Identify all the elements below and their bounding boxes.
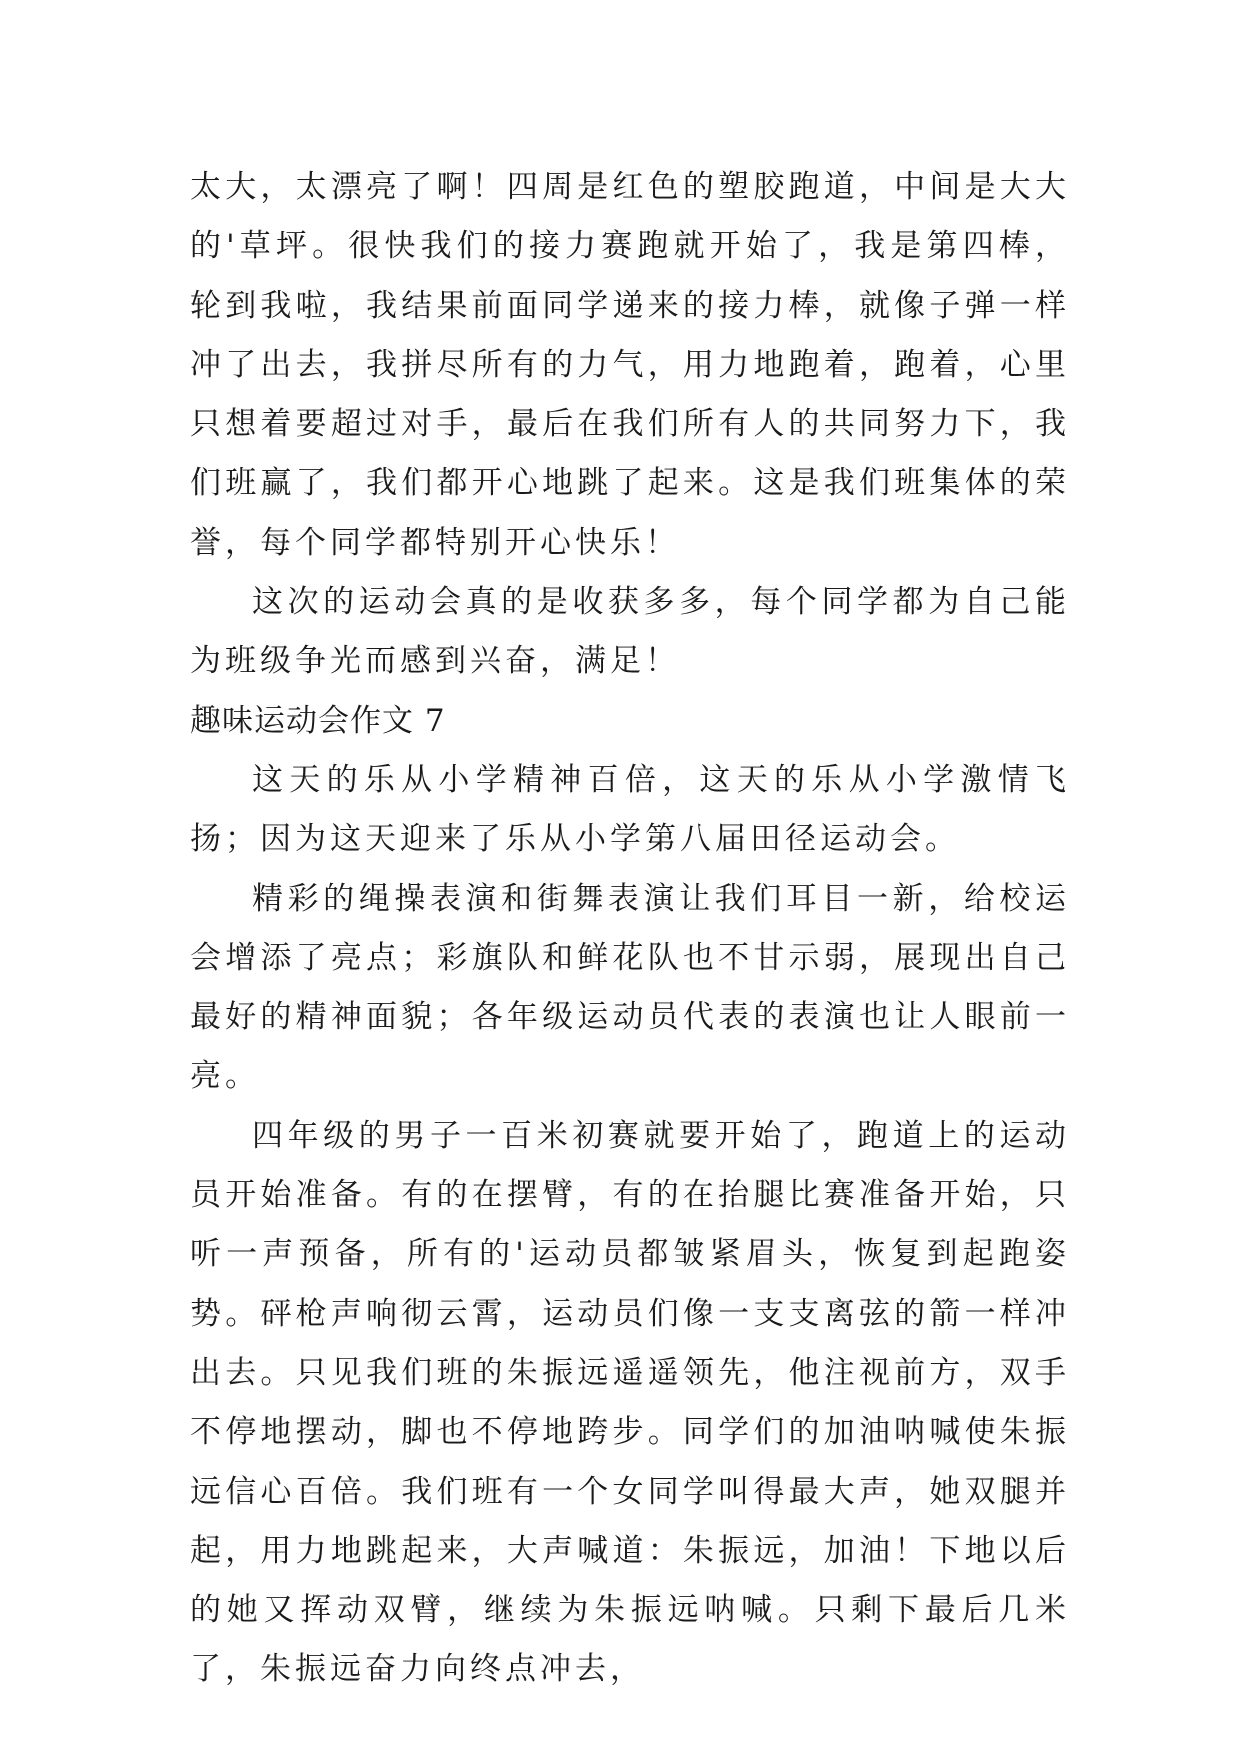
paragraph-conclusion: 这次的运动会真的是收获多多，每个同学都为自己能为班级争光而感到兴奋，满足！ xyxy=(190,584,1070,680)
paragraph-100m-race: 四年级的男子一百米初赛就要开始了，跑道上的运动员开始准备。有的在摆臂，有的在抬腿比赛准备开始，只听一声预备，所有的'运动员都皱紧眉头，恢复到起跑姿势。砰枪声响彻云霄，运动员们像一支支离弦的箭一样冲出去。只见我们班的朱振远遥遥领先，他注视前方，双手不停地摆动，脚也不停地跨步。同学们的加油呐喊使朱振远信心百倍。我们班有一个女同学叫得最大声，她双腿并起，用力地跳起来，大声喊道：朱振远，加油！下地以后的她又挥动双臂，继续为朱振远呐喊。只剩下最后几米了，朱振远奋力向终点冲去， xyxy=(190,1117,1070,1688)
paragraph-performances: 精彩的绳操表演和街舞表演让我们耳目一新，给校运会增添了亮点；彩旗队和鲜花队也不甘示弱，展现出自己最好的精神面貌；各年级运动员代表的表演也让人眼前一亮。 xyxy=(190,880,1070,1095)
paragraph-intro: 这天的乐从小学精神百倍，这天的乐从小学激情飞扬；因为这天迎来了乐从小学第八届田径运动会。 xyxy=(190,761,1070,858)
essay-heading: 趣味运动会作文 7 xyxy=(190,702,446,739)
document-body xyxy=(190,158,1070,1700)
paragraph-relay-race: 太大，太漂亮了啊！四周是红色的塑胶跑道，中间是大大的'草坪。很快我们的接力赛跑就开始了，我是第四棒，轮到我啦，我结果前面同学递来的接力棒，就像子弹一样冲了出去，我拼尽所有的力气，用力地跑着，跑着，心里只想着要超过对手，最后在我们所有人的共同努力下，我们班赢了，我们都开心地跳了起来。这是我们班集体的荣誉，每个同学都特别开心快乐！ xyxy=(190,169,1070,561)
